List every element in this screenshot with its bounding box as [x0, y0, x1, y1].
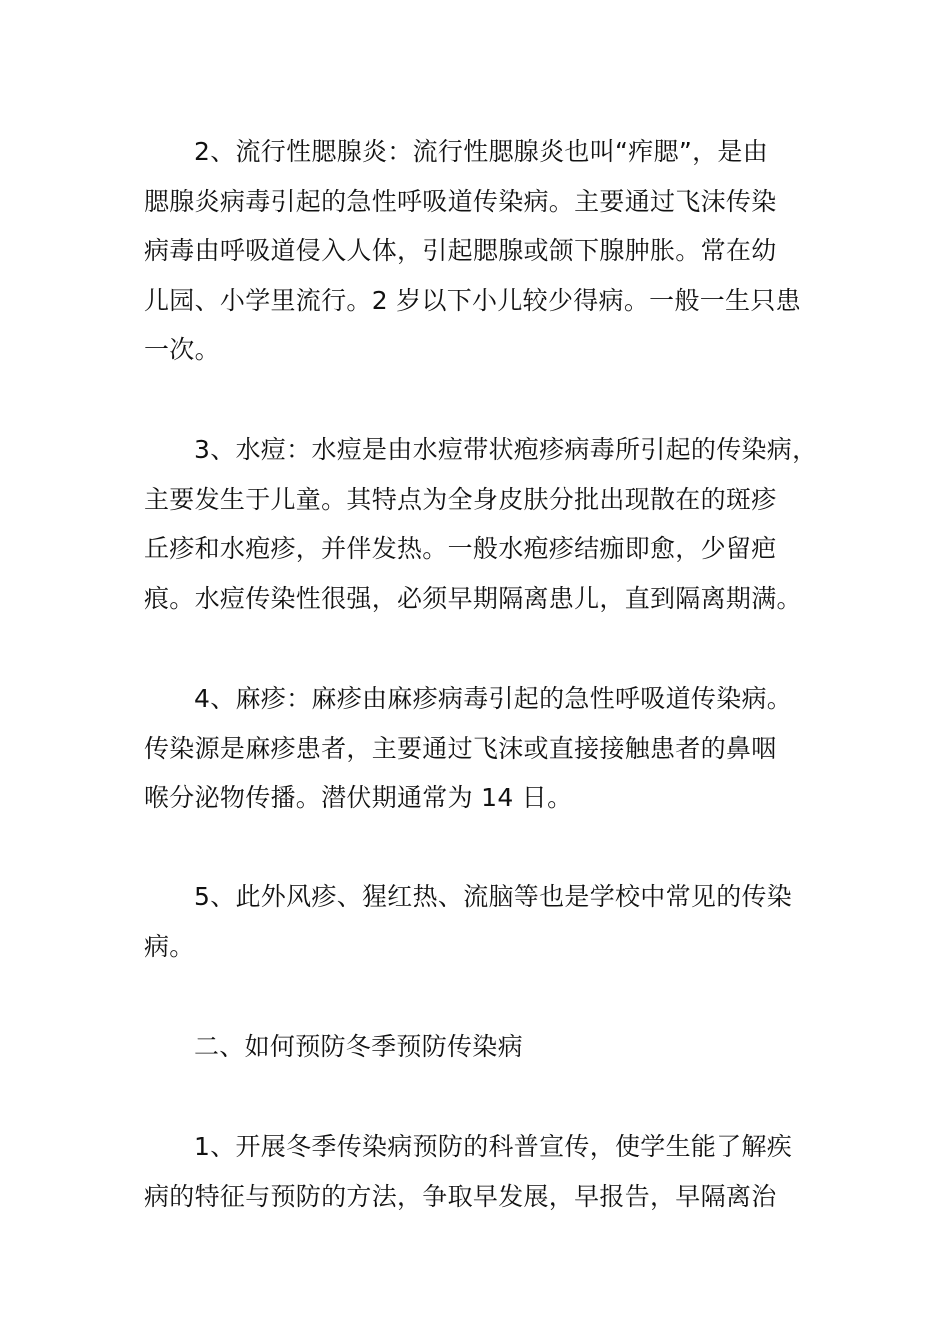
paragraph-other-diseases [144, 872, 812, 971]
text-line: 一次。 [144, 335, 220, 364]
heading-line: 二、如何预防冬季预防传染病 [194, 1032, 523, 1061]
text-line: 3、水痘：水痘是由水痘带状疱疹病毒所引起的传染病， [194, 435, 818, 464]
section-heading [144, 1022, 812, 1072]
text-line: 痕。水痘传染性很强，必须早期隔离患儿，直到隔离期满。 [144, 583, 802, 613]
text-line: 腮腺炎病毒引起的急性呼吸道传染病。主要通过飞沫传染 [144, 186, 777, 216]
text-line: 主要发生于儿童。其特点为全身皮肤分批出现散在的斑疹 [144, 484, 777, 514]
text-line: 4、麻疹：麻疹由麻疹病毒引起的急性呼吸道传染病。 [194, 684, 793, 713]
text-line: 1、开展冬季传染病预防的科普宣传，使学生能了解疾 [194, 1132, 793, 1161]
text-line: 2、流行性腮腺炎：流行性腮腺炎也叫“痄腮”，是由 [194, 137, 769, 166]
text-line: 丘疹和水疱疹，并伴发热。一般水疱疹结痂即愈，少留疤 [144, 534, 777, 563]
paragraph-chickenpox [144, 425, 818, 623]
paragraph-prevention-1 [144, 1122, 812, 1221]
text-line: 5、此外风疹、猩红热、流脑等也是学校中常见的传染 [194, 882, 793, 911]
text-line: 喉分泌物传播。潜伏期通常为 14 日。 [144, 783, 573, 812]
text-line: 病的特征与预防的方法，争取早发展，早报告，早隔离治 [144, 1181, 777, 1211]
text-line: 病。 [144, 931, 195, 961]
text-line: 传染源是麻疹患者，主要通过飞沫或直接接触患者的鼻咽 [144, 733, 777, 763]
text-line: 病毒由呼吸道侵入人体，引起腮腺或颌下腺肿胀。常在幼 [144, 236, 777, 265]
paragraph-measles [144, 674, 812, 823]
text-line: 儿园、小学里流行。2 岁以下小儿较少得病。一般一生只患 [144, 285, 801, 315]
paragraph-mumps [144, 127, 812, 375]
